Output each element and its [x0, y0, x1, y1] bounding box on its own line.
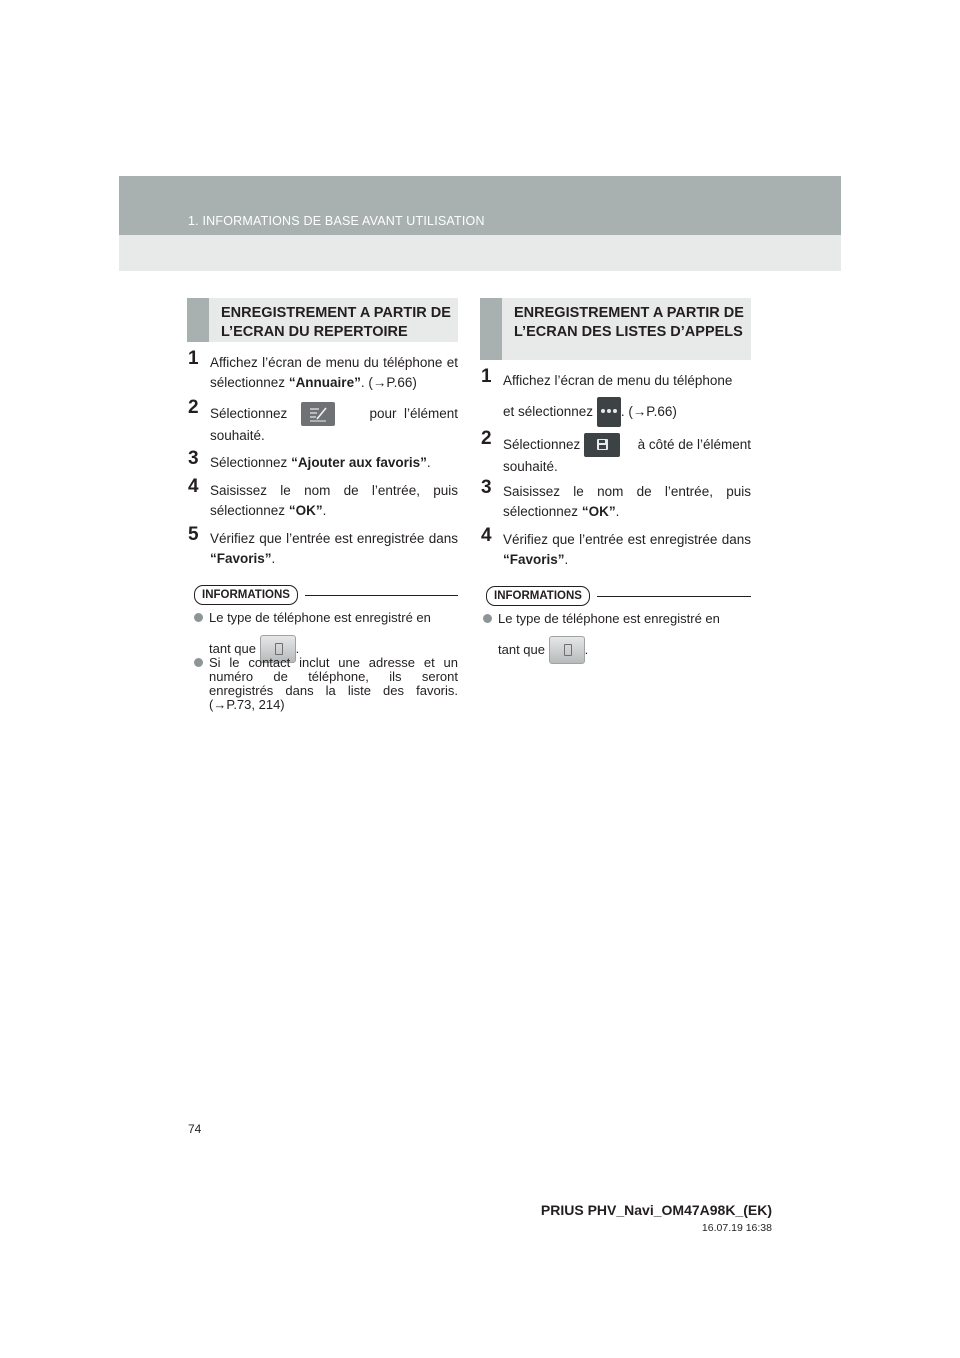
document-timestamp: 16.07.19 16:38: [701, 1222, 772, 1234]
left-step-4: 4 Saisissez le nom de l’entrée, puis sélectionnez “OK”.: [188, 476, 458, 518]
step-number: 3: [481, 477, 492, 498]
chapter-header-subband: [119, 235, 841, 271]
bullet-dot: [194, 613, 203, 622]
left-step-3: 3 Sélectionnez “Ajouter aux favoris”.: [188, 448, 431, 470]
page-number: 74: [188, 1122, 202, 1136]
left-section-title: ENREGISTREMENT A PARTIR DE L’ECRAN DU REPERTOIRE: [221, 305, 451, 340]
left-step-1: 1 Affichez l’écran de menu du téléphone et sélectionnez “Annuaire”. (→P.66): [188, 348, 458, 390]
left-info-bullet-1: Le type de téléphone est enregistré en tant que .: [209, 611, 458, 663]
right-step-2: 2 Sélectionnez à côté de l’élément souhaité.: [481, 428, 751, 474]
right-info-rule: [597, 596, 751, 597]
right-step-1: 1 Affichez l’écran de menu du téléphone et sélectionnez . (→P.66): [503, 371, 751, 427]
left-section-heading: [187, 298, 458, 342]
step-number: 1: [481, 366, 492, 387]
save-icon: [584, 433, 620, 457]
right-section-title: ENREGISTREMENT A PARTIR DE L’ECRAN DES LISTES D’APPELS: [514, 305, 744, 340]
right-step-4: 4 Vérifiez que l’entrée est enregistrée dans “Favoris”.: [481, 525, 751, 567]
left-info-bullet-2: Si le contact inclut une adresse et un numéro de téléphone, ils seront enregistrés dans la liste des favoris. (→P.73, 214): [209, 656, 458, 712]
step-number: 3: [188, 448, 199, 469]
left-step-5: 5 Vérifiez que l’entrée est enregistrée dans “Favoris”.: [188, 524, 458, 566]
right-step-3: 3 Saisissez le nom de l’entrée, puis sélectionnez “OK”.: [481, 477, 751, 519]
right-info-bullet-1: Le type de téléphone est enregistré en tant que .: [498, 612, 745, 664]
left-info-rule: [305, 595, 458, 596]
more-options-icon: [597, 397, 621, 427]
bullet-dot: [194, 658, 203, 667]
section-heading-bar: [480, 298, 502, 360]
left-step-2: 2 Sélectionnez pour l’élément souhaité.: [188, 397, 458, 443]
step-number: 4: [481, 525, 492, 546]
step-number: 1: [188, 348, 199, 369]
step-number: 4: [188, 476, 199, 497]
right-section-heading: [480, 298, 751, 360]
chapter-title: 1. INFORMATIONS DE BASE AVANT UTILISATION: [188, 214, 485, 228]
section-heading-bar: [187, 298, 209, 342]
step-number: 2: [188, 397, 199, 418]
edit-list-icon: [301, 402, 335, 426]
phone-type-icon: [549, 636, 585, 664]
step-number: 2: [481, 428, 492, 449]
left-info-label: INFORMATIONS: [194, 585, 298, 605]
step-number: 5: [188, 524, 199, 545]
bullet-dot: [483, 614, 492, 623]
right-info-label: INFORMATIONS: [486, 586, 590, 606]
document-model-id: PRIUS PHV_Navi_OM47A98K_(EK): [540, 1202, 772, 1218]
